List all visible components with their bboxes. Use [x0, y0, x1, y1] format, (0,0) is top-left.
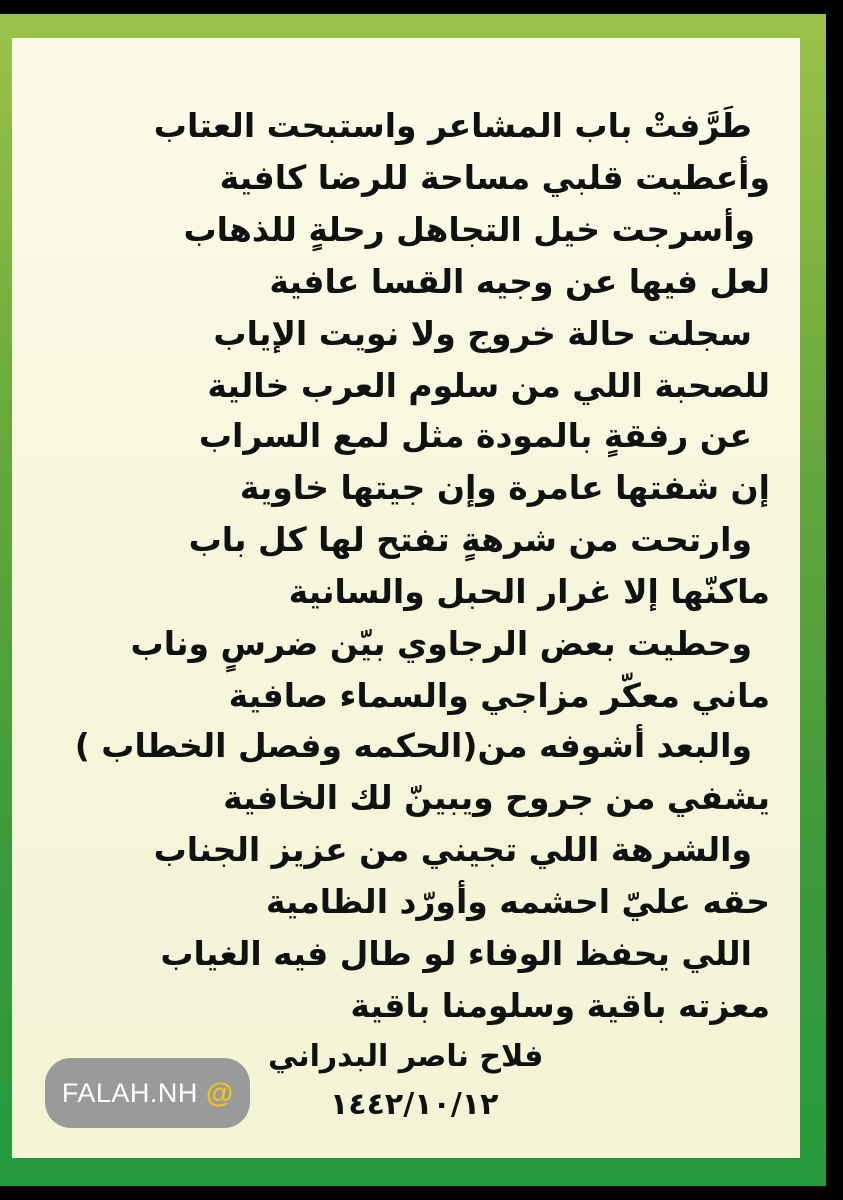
- handle-badge: [45, 1058, 250, 1128]
- poem-line-15: والشرهة اللي تجيني من عزيز الجناب: [153, 830, 752, 869]
- author-name: فلاح ناصر البدراني: [268, 1039, 544, 1074]
- poem-line-13: والبعد أشوفه من(الحكمه وفصل الخطاب ): [74, 726, 752, 765]
- poem-line-10: ماكنّها إلا غرار الحبل والسانية: [288, 572, 770, 611]
- handle-text: FALAH.NH: [61, 1077, 198, 1108]
- at-sign-icon: @: [205, 1077, 234, 1108]
- poem-line-16: حقه عليّ احشمه وأورّد الظامية: [265, 882, 770, 921]
- poem-card: [12, 38, 800, 1158]
- poem-line-4: لعل فيها عن وجيه القسا عافية: [269, 262, 770, 301]
- poem-line-6: للصحبة اللي من سلوم العرب خالية: [207, 366, 770, 405]
- poem-date: ١٤٤٢/١٠/١٢: [330, 1087, 499, 1122]
- poem-line-1: طَرَّفتْ باب المشاعر واستبحت العتاب: [153, 106, 752, 145]
- poem-line-3: وأسرجت خيل التجاهل رحلةٍ للذهاب: [183, 210, 755, 249]
- poem-line-11: وحطيت بعض الرجاوي بيّن ضرسٍ وناب: [130, 624, 752, 663]
- poem-line-18: معزته باقية وسلومنا باقية: [350, 986, 770, 1025]
- poem-line-7: عن رفقةٍ بالمودة مثل لمع السراب: [198, 416, 752, 455]
- poem-line-17: اللي يحفظ الوفاء لو طال فيه الغياب: [160, 934, 752, 973]
- poem-text: [12, 38, 800, 1158]
- poem-line-8: إن شفتها عامرة وإن جيتها خاوية: [239, 468, 770, 507]
- poem-line-5: سجلت حالة خروج ولا نويت الإياب: [213, 314, 752, 353]
- poem-line-12: ماني معكّر مزاجي والسماء صافية: [228, 676, 770, 715]
- poem-line-2: وأعطيت قلبي مساحة للرضا كافية: [219, 158, 770, 197]
- poem-line-9: وارتحت من شرهةٍ تفتح لها كل باب: [188, 520, 752, 559]
- poem-line-14: يشفي من جروح ويبينّ لك الخافية: [223, 778, 770, 817]
